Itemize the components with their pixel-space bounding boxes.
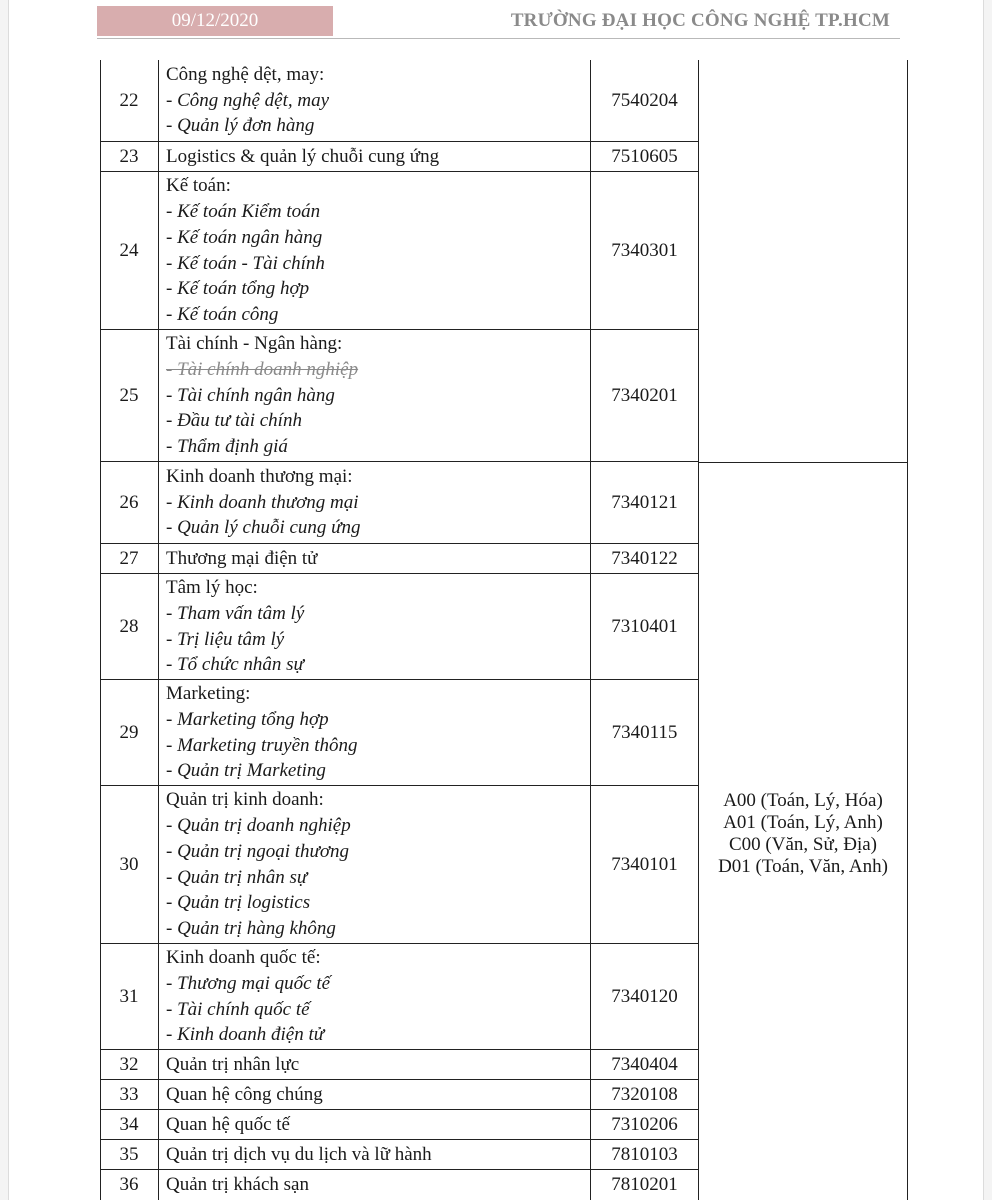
specialization: - Đầu tư tài chính: [166, 410, 302, 432]
major-name: Kế toán:: [166, 175, 231, 197]
table-row: [100, 1170, 698, 1199]
major-name-cell: [166, 544, 586, 573]
header-rule: [97, 38, 900, 39]
major-name: Tài chính - Ngân hàng:: [166, 333, 343, 354]
specialization: - Công nghệ dệt, may: [166, 89, 330, 111]
major-name: Logistics & quản lý chuỗi cung ứng: [166, 145, 440, 167]
table-row: [100, 1110, 698, 1140]
specialization: - Kế toán tổng hợp: [166, 278, 310, 300]
row-number: 30: [119, 853, 139, 875]
major-name-cell: [166, 330, 586, 461]
combination-item: A00 (Toán, Lý, Hóa): [723, 790, 883, 811]
specialization: - Kế toán công: [166, 304, 279, 326]
major-name: Tâm lý học:: [166, 576, 258, 598]
specialization: - Trị liệu tâm lý: [166, 628, 285, 650]
row-number: 28: [119, 615, 139, 637]
major-name: Kinh doanh thương mại:: [166, 465, 353, 487]
specialization: - Quản trị logistics: [166, 892, 311, 914]
major-name-cell: [166, 142, 586, 171]
major-code: 7310401: [611, 615, 678, 637]
major-name: Quản trị nhân lực: [166, 1053, 300, 1075]
major-code: 7340121: [611, 491, 678, 513]
specialization: - Thương mại quốc tế: [166, 972, 331, 994]
major-name-cell: [166, 1050, 586, 1079]
major-code: 7810201: [611, 1173, 678, 1195]
table-row: [100, 1050, 698, 1080]
row-number: 32: [119, 1053, 139, 1075]
table-row: [100, 944, 698, 1050]
major-code: 7540204: [611, 89, 678, 111]
major-name-cell: [166, 1140, 586, 1169]
major-name: Quản trị dịch vụ du lịch và lữ hành: [166, 1143, 432, 1165]
combination-item: A01 (Toán, Lý, Anh): [723, 812, 883, 833]
major-code: 7320108: [611, 1083, 678, 1105]
specialization: - Quản trị hàng không: [166, 918, 336, 940]
table-line: [907, 60, 908, 1200]
row-number: 34: [119, 1113, 139, 1135]
specialization: - Tài chính quốc tế: [166, 998, 310, 1020]
major-name: Công nghệ dệt, may:: [166, 63, 325, 85]
specialization: - Quản trị nhân sự: [166, 866, 308, 888]
combination-item: C00 (Văn, Sử, Địa): [728, 834, 878, 855]
major-name-cell: [166, 1080, 586, 1109]
specialization: - Kế toán ngân hàng: [166, 226, 323, 248]
page-edge-left: [0, 0, 9, 1200]
major-code: 7510605: [611, 145, 678, 167]
major-name-cell: [166, 60, 586, 141]
major-name: Quản trị kinh doanh:: [166, 789, 324, 811]
table-row: [100, 462, 698, 544]
table-row: [100, 172, 698, 330]
major-name-cell: [166, 172, 586, 329]
combination-item: D01 (Toán, Văn, Anh): [718, 856, 888, 877]
row-number: 35: [119, 1143, 139, 1165]
specialization: - Kinh doanh điện tử: [166, 1024, 325, 1046]
combination-list: [698, 790, 908, 878]
major-code: 7340201: [611, 384, 678, 406]
table-row: [100, 786, 698, 944]
major-code: 7310206: [611, 1113, 678, 1135]
specialization: - Kế toán Kiểm toán: [166, 200, 321, 222]
row-number: 25: [119, 384, 139, 406]
specialization: - Kinh doanh thương mại: [166, 491, 359, 513]
header-title: TRƯỜNG ĐẠI HỌC CÔNG NGHỆ TP.HCM: [510, 10, 890, 31]
row-number: 29: [119, 721, 139, 743]
specialization: - Quản trị Marketing: [166, 760, 326, 782]
table-row: [100, 680, 698, 786]
specialization: - Kế toán - Tài chính: [166, 252, 325, 274]
row-number: 26: [119, 491, 139, 513]
specialization: - Tham vấn tâm lý: [166, 602, 305, 624]
major-code: 7340120: [611, 985, 678, 1007]
major-code: 7340301: [611, 239, 678, 261]
major-name: Kinh doanh quốc tế:: [166, 946, 321, 968]
table-row: [100, 330, 698, 462]
major-code: 7340404: [611, 1053, 678, 1075]
major-name: Thương mại điện tử: [166, 547, 318, 569]
specialization: - Marketing truyền thông: [166, 734, 358, 756]
row-number: 23: [119, 145, 139, 167]
table-row: [100, 142, 698, 172]
specialization: - Quản trị doanh nghiệp: [166, 814, 351, 836]
major-name-cell: [166, 462, 586, 543]
specialization: - Quản trị ngoại thương: [166, 840, 350, 862]
major-name-cell: [166, 680, 586, 785]
specialization: - Tài chính doanh nghiệp: [166, 358, 359, 380]
major-code: 7810103: [611, 1143, 678, 1165]
specialization: - Thẩm định giá: [166, 436, 288, 458]
specialization: - Quản lý đơn hàng: [166, 115, 315, 137]
major-name: Quan hệ công chúng: [166, 1083, 323, 1105]
row-number: 36: [119, 1173, 139, 1195]
table-row: [100, 1140, 698, 1170]
header-date: 09/12/2020: [97, 6, 333, 36]
table-line: [698, 60, 699, 1200]
table-row: [100, 60, 698, 142]
major-name-cell: [166, 786, 586, 943]
table-row: [100, 544, 698, 574]
table-row: [100, 574, 698, 680]
major-code: 7340101: [611, 853, 678, 875]
major-name: Marketing:: [166, 682, 251, 704]
row-number: 33: [119, 1083, 139, 1105]
row-number: 27: [119, 547, 139, 569]
major-name-cell: [166, 944, 586, 1049]
combination-separator: [698, 462, 908, 463]
row-number: 24: [119, 239, 139, 261]
specialization: - Marketing tổng hợp: [166, 708, 329, 730]
page-edge-right: [983, 0, 992, 1200]
major-code: 7340122: [611, 547, 678, 569]
major-name-cell: [166, 1110, 586, 1139]
row-number: 22: [119, 89, 139, 111]
specialization: - Quản lý chuỗi cung ứng: [166, 517, 361, 539]
row-number: 31: [119, 985, 139, 1007]
major-name: Quản trị khách sạn: [166, 1173, 309, 1195]
table-row: [100, 1080, 698, 1110]
specialization: - Tài chính ngân hàng: [166, 384, 335, 406]
major-name: Quan hệ quốc tế: [166, 1113, 290, 1135]
major-code: 7340115: [611, 721, 678, 743]
specialization: - Tổ chức nhân sự: [166, 654, 304, 676]
major-name-cell: [166, 1170, 586, 1199]
major-name-cell: [166, 574, 586, 679]
